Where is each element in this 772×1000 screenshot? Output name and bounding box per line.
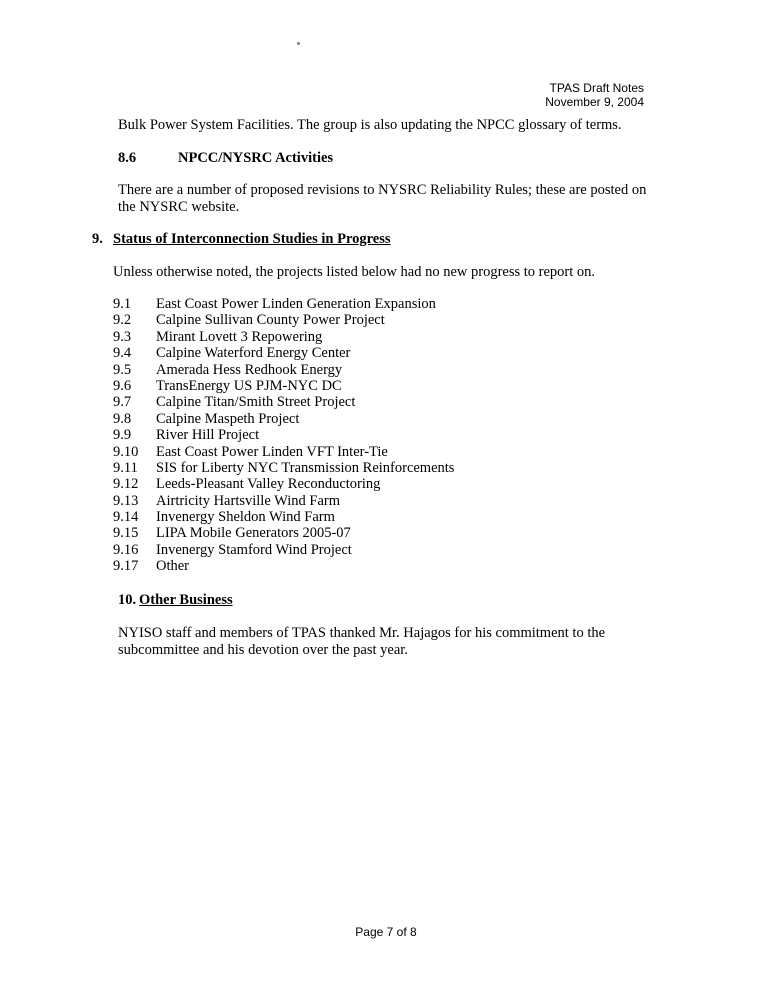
section-10-body-line1: NYISO staff and members of TPAS thanked Mr. Hajagos for his commitment to the xyxy=(118,625,606,641)
item-number: 9.6 xyxy=(113,377,132,394)
item-text: LIPA Mobile Generators 2005-07 xyxy=(156,525,351,542)
item-number: 9.5 xyxy=(113,361,132,378)
section-8-6-body-line1: There are a number of proposed revisions to NYSRC Reliability Rules; these are posted on xyxy=(118,182,647,198)
section-10-title: Other Business xyxy=(139,592,233,608)
item-text: Calpine Maspeth Project xyxy=(156,410,300,427)
item-text: East Coast Power Linden Generation Expansion xyxy=(156,296,436,312)
item-number: 9.13 xyxy=(113,492,139,509)
item-number: 9.12 xyxy=(113,476,139,493)
section-9-title: Status of Interconnection Studies in Progress xyxy=(113,231,391,247)
section-8-6-body xyxy=(118,182,646,216)
item-text: East Coast Power Linden VFT Inter-Tie xyxy=(156,443,388,460)
item-number: 9.7 xyxy=(113,394,132,411)
item-number: 9.15 xyxy=(113,525,139,542)
item-number: 9.9 xyxy=(113,427,132,444)
intro-paragraph: Bulk Power System Facilities. The group is also updating the NPCC glossary of terms. xyxy=(118,117,622,133)
item-number: 9.17 xyxy=(113,558,139,575)
item-number: 9.2 xyxy=(113,312,132,329)
item-text: Other xyxy=(156,558,190,575)
header-date: November 9, 2004 xyxy=(545,95,644,109)
section-8-6-body-line2: the NYSRC website. xyxy=(118,199,240,215)
section-10-body xyxy=(118,625,605,659)
item-text: River Hill Project xyxy=(156,427,260,444)
item-text: Calpine Sullivan County Power Project xyxy=(156,312,385,329)
item-text: SIS for Liberty NYC Transmission Reinforcements xyxy=(156,459,455,476)
item-number: 9.8 xyxy=(113,410,132,427)
item-text: Leeds-Pleasant Valley Reconductoring xyxy=(156,476,381,493)
section-10-number: 10. xyxy=(118,592,137,608)
page-number: Page 7 of 8 xyxy=(355,925,417,939)
item-text: Calpine Waterford Energy Center xyxy=(156,345,351,362)
item-number: 9.10 xyxy=(113,443,139,460)
section-9-intro: Unless otherwise noted, the projects listed below had no new progress to report on. xyxy=(113,264,596,280)
item-text: Calpine Titan/Smith Street Project xyxy=(156,394,356,411)
item-number: 9.3 xyxy=(113,328,132,345)
item-text: Airtricity Hartsville Wind Farm xyxy=(156,492,340,509)
section-8-6-title: NPCC/NYSRC Activities xyxy=(178,150,334,166)
section-8-6-number: 8.6 xyxy=(118,150,137,166)
item-text: TransEnergy US PJM-NYC DC xyxy=(156,377,342,394)
item-number: 9.11 xyxy=(113,459,138,476)
item-number: 9.14 xyxy=(113,509,139,526)
document-header xyxy=(545,81,644,109)
item-text: Invenergy Sheldon Wind Farm xyxy=(156,509,335,526)
section-10-body-line2: subcommittee and his devotion over the past year. xyxy=(118,642,408,658)
item-number: 9.4 xyxy=(113,345,132,362)
header-title: TPAS Draft Notes xyxy=(549,81,644,95)
scan-mark xyxy=(297,42,300,45)
item-text: Mirant Lovett 3 Repowering xyxy=(156,328,323,345)
item-text: Amerada Hess Redhook Energy xyxy=(156,361,343,378)
section-9-number: 9. xyxy=(92,231,103,247)
item-number: 9.16 xyxy=(113,541,139,558)
item-text: Invenergy Stamford Wind Project xyxy=(156,541,352,558)
item-number: 9.1 xyxy=(113,296,132,312)
